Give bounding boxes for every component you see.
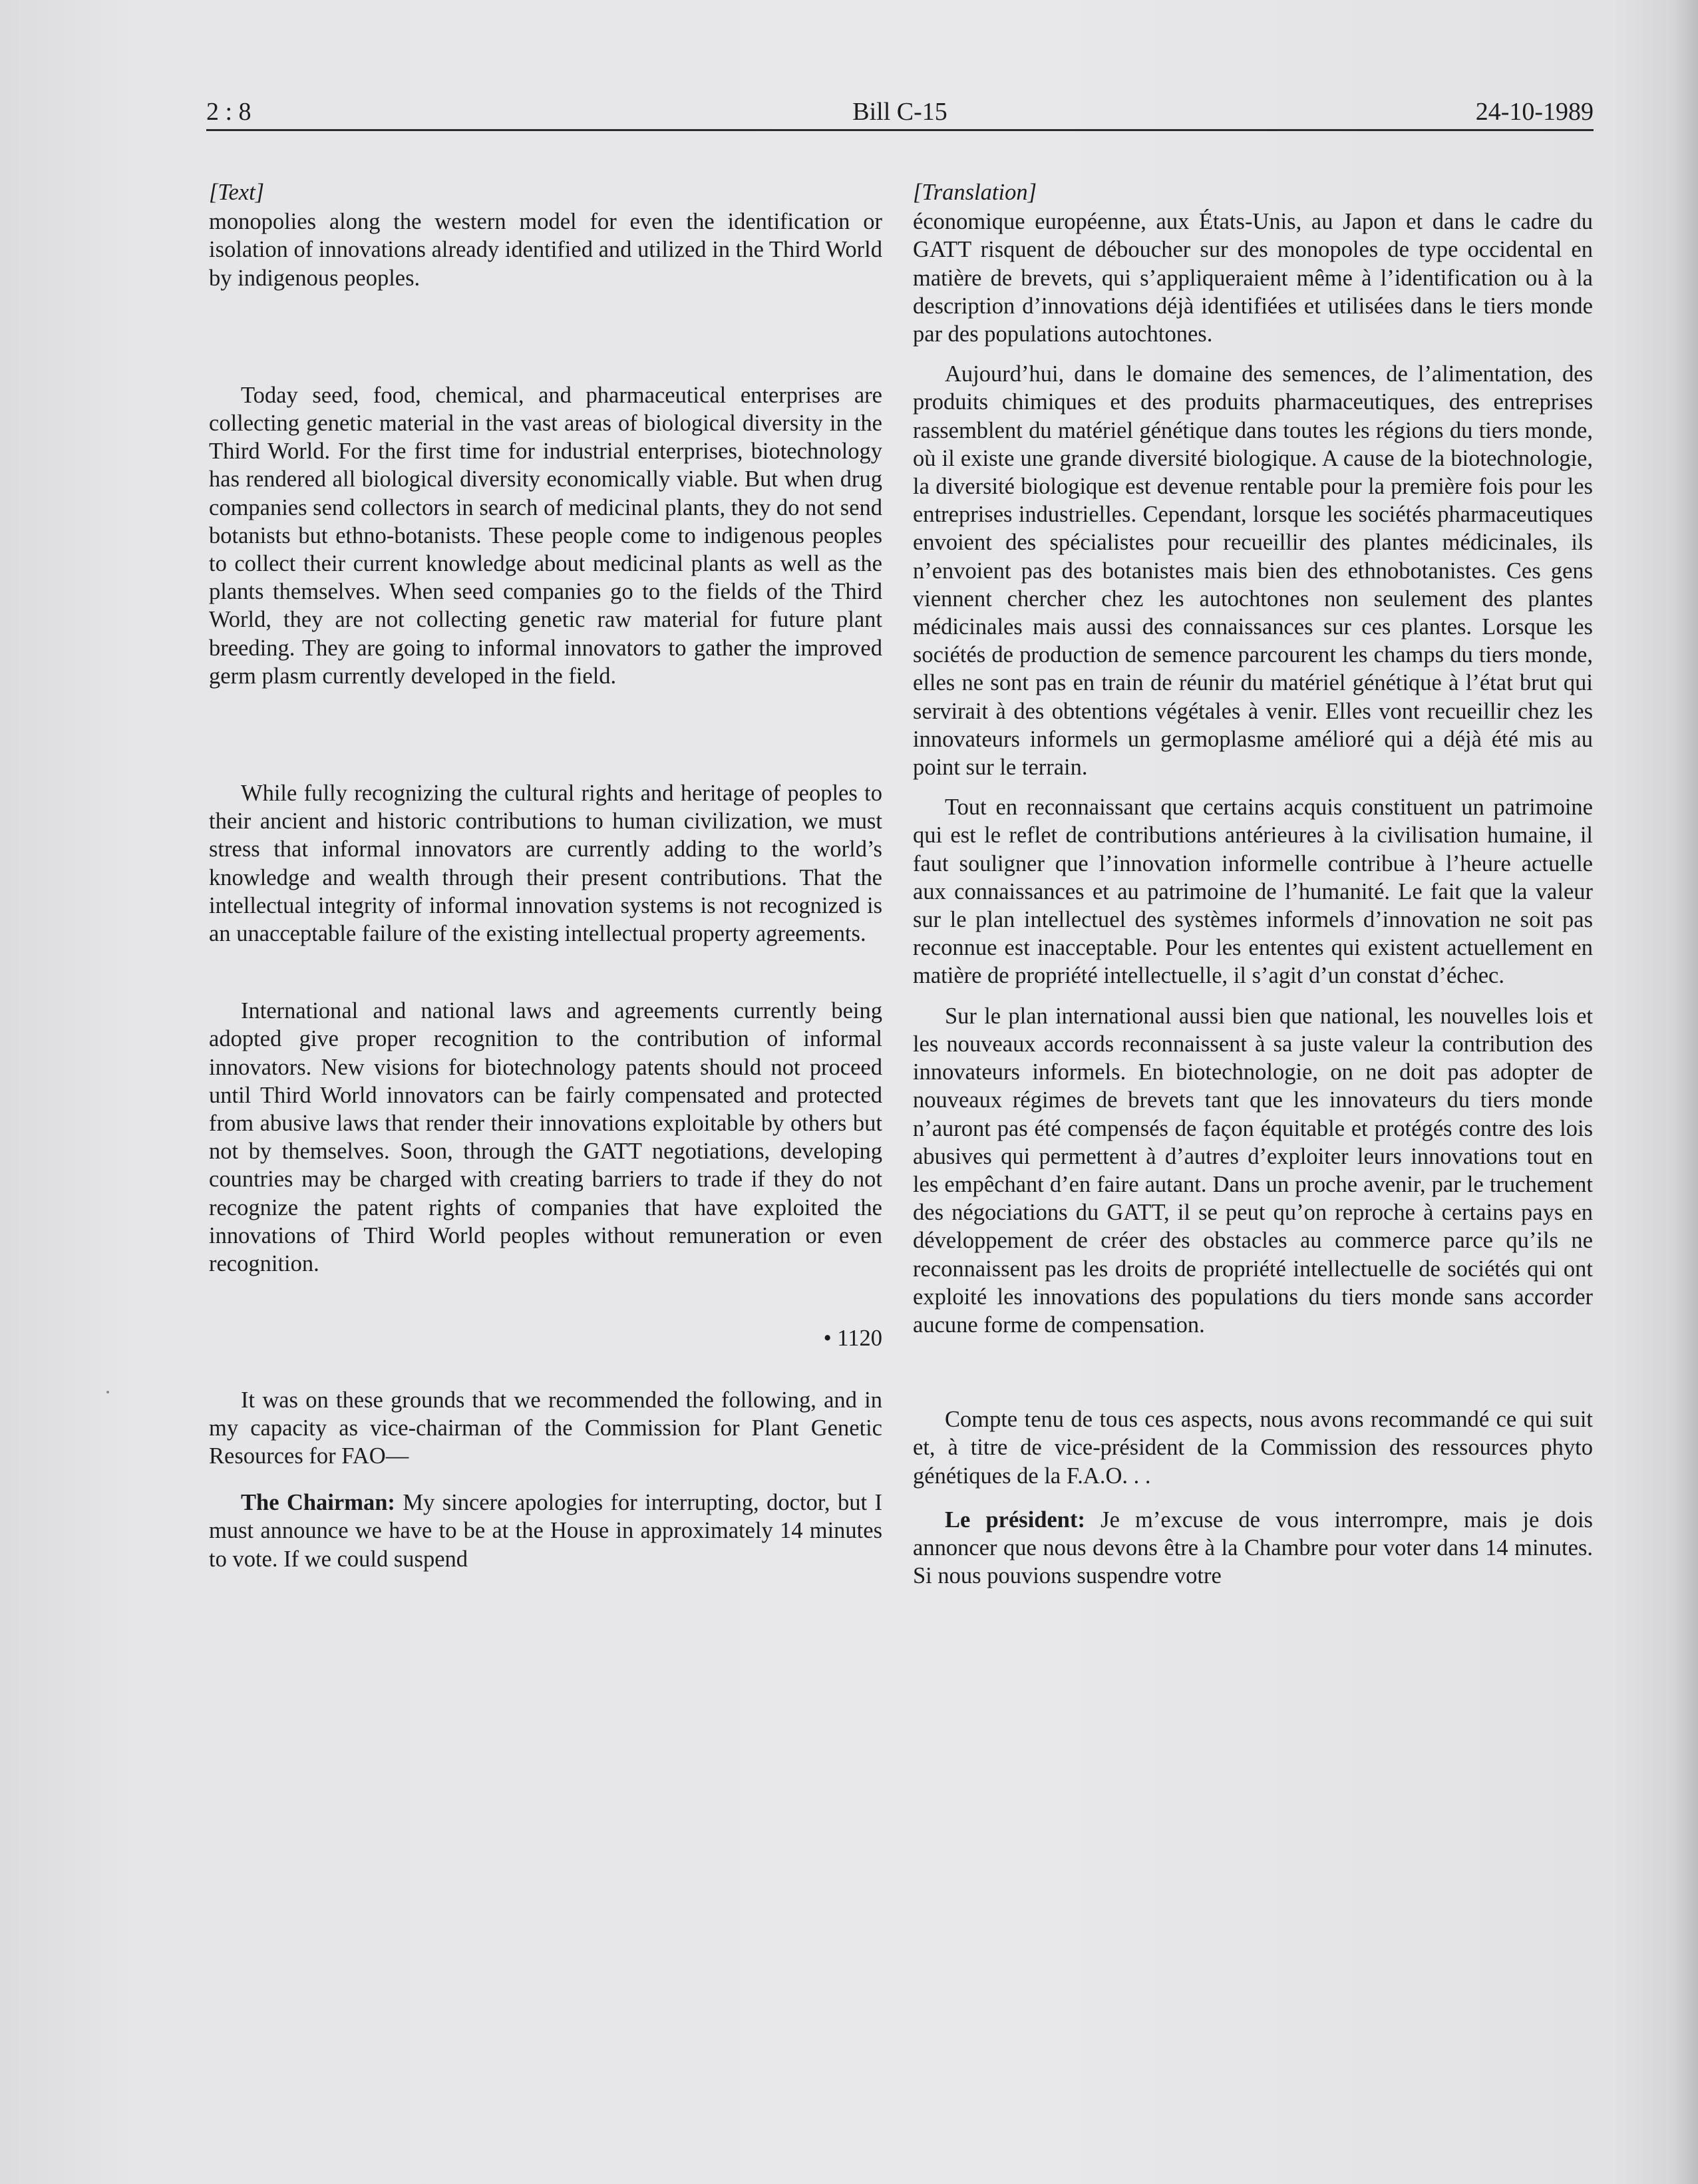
page-header xyxy=(206,93,1594,131)
paragraph-3-fr: Tout en reconnaissant que certains acquis constituent un patrimoine qui est le reflet de contributions antérieures à la civilisation humaine, il faut souligner que l’innovation informelle contribue à l’heure actuelle aux connaissances et au patrimoine de l’humanité. Le fait que la valeur sur le plan intellectuel des systèmes informels d’innovation ne soit pas reconnue est inacceptable. Pour les ententes qui existent actuellement en matière de propriété intellectuelle, il s’agit d’un constat d’échec. xyxy=(913,795,1593,989)
paragraph-3: While fully recognizing the cultural rights and heritage of peoples to their ancient and historic contributions to human civilization, we must stress that informal innovators are currently adding to the world’s knowledge and wealth through their present contributions. That the intellectual integrity of informal innovation systems is not recognized is an unacceptable failure of the existing intellectual property agreements. xyxy=(209,781,882,947)
speaker-text: My sincere apologies for interrupting, doctor, but I must announce we have to be at the House in approximately 14 minutes to vote. If we could suspend xyxy=(209,1490,882,1572)
paragraph-5-fr: Compte tenu de tous ces aspects, nous avons recommandé ce qui suit et, à titre de vice-président de la Commission des ressources phyto génétiques de la F.A.O. . . xyxy=(913,1407,1593,1489)
paragraph-6 xyxy=(209,1489,882,1573)
paragraph-4-fr: Sur le plan international aussi bien que national, les nouvelles lois et les nouveaux accords reconnaissent à sa juste valeur la contribution des innovateurs informels. En biotechnologie, on ne doit pas adopter de nouveaux régimes de brevets tant que les innovateurs du tiers monde n’auront pas été compensés de façon équitable et protégés contre des lois abusives qui permettent à d’autres d’exploiter leurs innovations tout en les empêchant d’en faire autant. Dans un proche avenir, par le truchement des négociations du GATT, il se peut qu’on reproche à certains pays en développement de créer des obstacles au commerce parce qu’ils ne reconnaissent pas les droits de propriété intellectuelle de sociétés qui ont exploité les innovations des populations du tiers monde sans accorder aucune forme de compensation. xyxy=(913,1003,1593,1338)
paragraph-2: Today seed, food, chemical, and pharmaceutical enterprises are collecting genetic material in the vast areas of biological diversity in the Third World. For the first time for industrial enterprises, biotechnology has rendered all biological diversity economically viable. But when drug companies send collectors in search of medicinal plants, they do not send botanists but ethno-botanists. These people come to indigenous peoples to collect their current knowledge about medicinal plants as well as the plants themselves. When seed companies go to the fields of the Third World, they are not collecting genetic raw material for future plant breeding. They are going to informal innovators to gather the improved germ plasm currently developed in the field. xyxy=(209,382,882,689)
text-label: [Text] xyxy=(209,180,265,205)
speaker-text-fr: Je m’excuse de vous interrompre, mais je dois annoncer que nous devons être à la Chambre pour voter dans 14 minutes. Si nous pouvions suspendre votre xyxy=(913,1507,1593,1589)
paragraph-5: It was on these grounds that we recommended the following, and in my capacity as vice-chairman of the Commission for Plant Genetic Resources for FAO— xyxy=(209,1387,882,1469)
bill-title: Bill C-15 xyxy=(852,98,947,126)
scan-speck xyxy=(106,1391,109,1393)
paragraph-1-fr: économique européenne, aux États-Unis, au Japon et dans le cadre du GATT risquent de déboucher sur des monopoles de type occidental en matière de brevets, qui s’appliqueraient même à l’identification ou à la description d’innovations déjà identifiées et utilisées dans le tiers monde par des populations autochtones. xyxy=(913,209,1593,347)
header-date: 24-10-1989 xyxy=(1475,98,1594,126)
paragraph-1: monopolies along the western model for even the identification or isolation of innovations already identified and utilized in the Third World by indigenous peoples. xyxy=(209,209,882,291)
speaker-name-fr: Le président: xyxy=(945,1507,1085,1533)
paragraph-2-fr: Aujourd’hui, dans le domaine des semences, de l’alimentation, des produits chimiques et des produits pharmaceutiques, des entreprises rassemblent du matériel génétique dans toutes les régions du tiers monde, où il existe une grande diversité biologique. A cause de la biotechnologie, la diversité biologique est devenue rentable pour la première fois pour les entreprises industrielles. Cependant, lorsque les sociétés pharmaceutiques envoient des spécialistes pour recueillir des plantes médicinales, ils n’envoient pas des botanistes mais bien des ethnobotanistes. Ces gens viennent chercher chez les autochtones non seulement des plantes médicinales mais aussi des connaissances sur ces plantes. Lorsque les sociétés de production de semence parcourent les champs du tiers monde, elles ne sont pas en train de réunir du matériel génétique à l’état brut qui servirait à des obtentions végétales à venir. Elles vont recueillir chez les innovateurs informels un germoplasme amélioré qui a déjà été mis au point sur le terrain. xyxy=(913,361,1593,781)
time-marker: • 1120 xyxy=(823,1326,882,1352)
translation-label: [Translation] xyxy=(913,180,1037,205)
paragraph-4: International and national laws and agreements currently being adopted give proper recognition to the contribution of informal innovators. New visions for biotechnology patents should not proceed until Third World innovators can be fairly compensated and protected from abusive laws that render their innovations exploitable by others but not by themselves. Soon, through the GATT negotiations, developing countries may be charged with creating barriers to trade if they do not recognize the patent rights of companies that have exploited the innovations of Third World peoples without remuneration or even recognition. xyxy=(209,998,882,1277)
page-edge-shadow xyxy=(1674,0,1698,2184)
french-column xyxy=(913,178,1593,1590)
english-column xyxy=(209,178,882,1573)
paragraph-6-fr xyxy=(913,1506,1593,1590)
speaker-name: The Chairman: xyxy=(241,1490,395,1516)
page-number: 2 : 8 xyxy=(206,98,252,126)
